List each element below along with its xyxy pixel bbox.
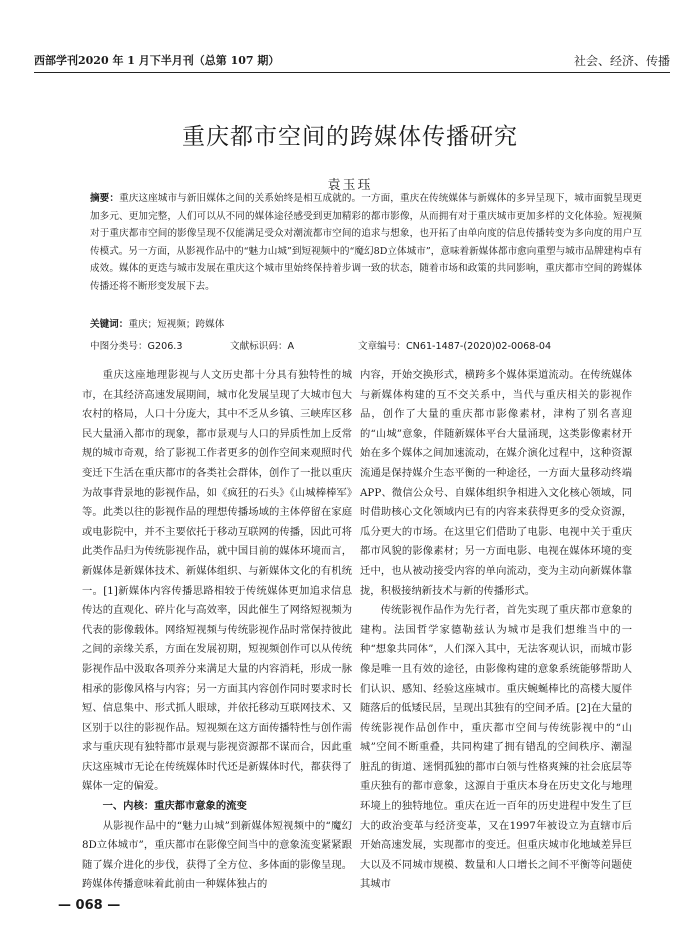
keywords-text: 重庆；短视频；跨媒体 xyxy=(128,319,225,330)
right-column xyxy=(360,366,632,895)
keywords xyxy=(90,316,224,330)
abstract-label: 摘要： xyxy=(90,193,120,204)
keywords-label: 关键词： xyxy=(90,319,129,330)
header-rule xyxy=(34,72,670,73)
document-code: 文献标识码：A xyxy=(230,341,295,352)
article-author: 袁玉珏 xyxy=(327,178,373,193)
section-label: 社会、经济、传播 xyxy=(573,54,670,68)
paragraph: 内容，开始交换形式，横跨多个媒体渠道流动。在传统媒体与新媒体构建的互不交关系中，当代与重庆相关的影视作品，创作了大量的重庆都市影像素材，津构了别名喜迎的“山城”意象，伴随新媒体平台大量涌现，这类影像素材开始在多个媒体之间加速流动，在媒介演化过程中，这种资源流通是保持媒介生态平衡的一种途径，一方面大量移动终端APP、微信公众号、自媒体组织争相进入文化核心领域，同时借助核心文化领域内已有的内容来获得更多的受众资源，瓜分更大的市场。在这里它们借助了电影、电视中关于重庆都市风貌的影像素材；另一方面电影、电视在媒体环境的变迁中，也从被动接受内容的单向流动，变为主动向新媒体靠拢，积极接纳新技术与新的传播形式。 xyxy=(360,369,632,597)
article-number: 文章编号：CN61-1487-(2020)02-0068-04 xyxy=(358,341,552,352)
clc-number: 中图分类号：G206.3 xyxy=(90,341,183,352)
journal-info: 西部学刊2020 年 1 月下半月刊（总第 107 期） xyxy=(34,54,280,67)
paragraph: 重庆这座地理影视与人文历史都十分具有独特性的城市，在其经济高速发展期间，城市化发展呈现了大城市包大农村的格局，人口十分庞大，其中不乏从乡镇、三峡库区移民大量涌入都市的现象，都市景观与人口的异质性加上反常规的城市奇观，给了影视工作者更多的创作空间来观照时代变迁下生活在重庆都市的各类社会群体，创作了一批以重庆为故事背景地的影视作品，如《疯狂的石头》《山城棒棒军》等。此类以往的影视作品的理想传播场域的主体停留在家庭或电影院中，并不主要依托于移动互联网的传播，因此可将此类作品归为传统影视作品，就中国目前的媒体环境而言，新媒体是新媒体技术、新媒体组织、与新媒体文化的有机统一。[1]新媒体内容传播思路相较于传统媒体更加追求信息传达的直观化、碎片化与高效率，因此催生了网络短视频为代表的影像载体。网络短视频与传统影视作品时常保持彼此之间的亲缘关系，方面在发展初期，短视频创作可以从传统影视作品中汲取各项养分来满足大量的内容消耗，形成一脉相承的影像风格与内容；另一方面其内容创作同时要求时长短、信息集中、形式抓人眼球，并依托移动互联网技术、又区别于以往的影视作品。短视频在这方面传播特性与创作需求与重庆现有独特都市景观与影视资源都不谋而合，因此重庆这座城市无论在传统媒体时代还是新媒体时代，都获得了媒体一定的偏爱。 xyxy=(82,369,352,793)
article-title: 重庆都市空间的跨媒体传播研究 xyxy=(182,124,518,150)
running-header xyxy=(34,50,670,72)
left-column xyxy=(82,366,352,895)
paragraph: 传统影视作品作为先行者，首先实现了重庆都市意象的建构。法国哲学家德勒兹认为城市是我们想维当中的一种“想象共同体”，人们深入其中，无法客观认识，而城市影像是唯一且有效的途径，由影像构建的意象系统能够帮助人们认识、感知、经验这座城市。重庆蜿蜒棒比的高楼大厦伴随落后的低矮民居，呈现出其独有的空间矛盾。[2]在大量的传统影视作品创作中，重庆都市空间与传统影视中的“山城”空间不断重叠，共同构建了拥有错乱的空间秩序、潮湿脏乱的街道、迷惘孤独的都市白领与性格爽辣的社会底层等重庆独有的都市意象，这源自于重庆本身在历史文化与地理环境上的独特地位。重庆在近一百年的历史进程中发生了巨大的政治变革与经济变革，又在1997年被设立为直辖市后开始高速发展，实现都市的变迁。但重庆城市化地域差异巨大以及不同城市规模、数量和人口增长之间不平衡等问题使其城市 xyxy=(360,604,633,891)
section-heading: 一、内核：重庆都市意象的流变 xyxy=(102,800,247,813)
paragraph: 从影视作品中的“魅力山城”到新媒体短视频中的“魔幻8D立体城市”，重庆都市在影像空间当中的意象流变紧紧跟随了媒介进化的步伐，获得了全方位、多体面的影像呈现。跨媒体传播意味着此前由一种媒体独占的 xyxy=(82,819,352,891)
abstract-text: 重庆这座城市与新旧媒体之间的关系始终是相互成就的。一方面，重庆在传统媒体与新媒体的多异呈现下，城市面貌呈现更加多元、更加完整，人们可以从不同的媒体途径感受到更加精彩的都市影像，从而拥有对于重庆城市更加多样的文化体验。短视频对于重庆都市空间的影像呈现不仅能满足受众对潮流都市空间的追求与想象，也开拓了由单向度的信息传播转变为多向度的用户互传模式。另一方面，从影视作品中的“魅力山城”到短视频中的“魔幻8D立体城市”，意味着新媒体都市愈向重塑与城市品牌建构卓有成效。媒体的更迭与城市发展在重庆这个城市里始终保持着步调一致的状态，随着市场和政策的共同影响，重庆都市空间的跨媒体传播还将不断形变发展下去。 xyxy=(90,193,643,292)
abstract xyxy=(90,190,642,295)
page-number: — 068 — xyxy=(58,898,121,913)
